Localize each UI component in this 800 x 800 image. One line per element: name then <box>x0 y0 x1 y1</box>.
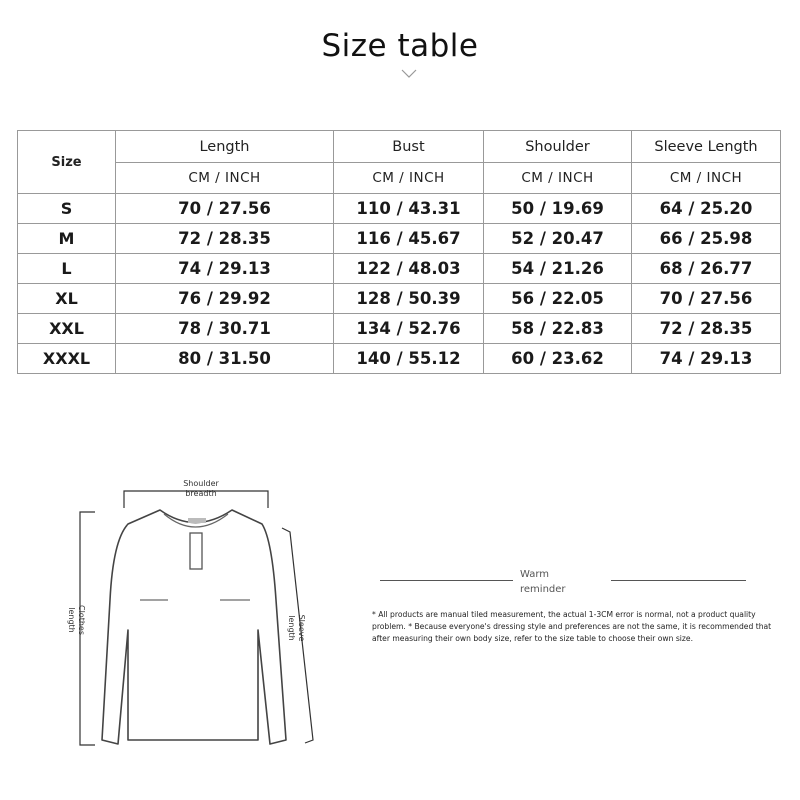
size-cell: M <box>18 224 116 254</box>
label-line: length <box>67 607 76 633</box>
column-header-bust: Bust <box>334 131 484 163</box>
length-cell: 74 / 29.13 <box>116 254 334 284</box>
column-header-shoulder: Shoulder <box>484 131 632 163</box>
table-row <box>18 224 781 254</box>
length-cell: 80 / 31.50 <box>116 344 334 374</box>
bust-cell: 140 / 55.12 <box>334 344 484 374</box>
length-cell: 72 / 28.35 <box>116 224 334 254</box>
length-cell: 70 / 27.56 <box>116 194 334 224</box>
sleeve-length-cell: 70 / 27.56 <box>632 284 781 314</box>
sleeve-length-cell: 66 / 25.98 <box>632 224 781 254</box>
table-row <box>18 314 781 344</box>
table-row <box>18 344 781 374</box>
bust-cell: 134 / 52.76 <box>334 314 484 344</box>
unit-row <box>18 163 781 194</box>
note-line: * All products are manual tiled measurement, the actual 1-3CM error is normal, not a product quality <box>372 610 756 619</box>
size-cell: XL <box>18 284 116 314</box>
sleeve-length-cell: 68 / 26.77 <box>632 254 781 284</box>
unit-label: CM / INCH <box>116 163 334 194</box>
reminder-note <box>372 609 772 645</box>
note-line: problem. * Because everyone's dressing style and preferences are not the same, it is recommended that <box>372 622 772 631</box>
shoulder-cell: 56 / 22.05 <box>484 284 632 314</box>
table-row <box>18 194 781 224</box>
note-line: after measuring their own body size, refer to the size table to choose their own size. <box>372 634 693 643</box>
sleeve-length-label <box>284 603 306 653</box>
bust-cell: 128 / 50.39 <box>334 284 484 314</box>
bust-cell: 122 / 48.03 <box>334 254 484 284</box>
title-line: reminder <box>520 584 566 595</box>
size-cell: XXL <box>18 314 116 344</box>
sleeve-length-cell: 74 / 29.13 <box>632 344 781 374</box>
table-row <box>18 254 781 284</box>
unit-label: CM / INCH <box>632 163 781 194</box>
warm-reminder-title <box>520 567 570 597</box>
size-cell: S <box>18 194 116 224</box>
page-title: Size table <box>321 28 479 64</box>
shoulder-cell: 52 / 20.47 <box>484 224 632 254</box>
bust-cell: 116 / 45.67 <box>334 224 484 254</box>
size-cell: XXXL <box>18 344 116 374</box>
length-cell: 76 / 29.92 <box>116 284 334 314</box>
shoulder-breadth-label <box>176 479 226 499</box>
sleeve-length-cell: 64 / 25.20 <box>632 194 781 224</box>
size-table <box>17 130 781 374</box>
label-line: Shoulder <box>183 479 219 488</box>
label-line: Clothes <box>77 605 86 635</box>
clothes-length-label <box>64 590 86 650</box>
title-line: Warm <box>520 569 550 580</box>
sleeve-length-cell: 72 / 28.35 <box>632 314 781 344</box>
table-row <box>18 284 781 314</box>
divider <box>380 580 513 581</box>
divider <box>611 580 746 581</box>
length-cell: 78 / 30.71 <box>116 314 334 344</box>
label-line: breadth <box>185 489 217 498</box>
shoulder-cell: 54 / 21.26 <box>484 254 632 284</box>
label-line: Sleeve <box>297 614 306 642</box>
size-cell: L <box>18 254 116 284</box>
bust-cell: 110 / 43.31 <box>334 194 484 224</box>
shoulder-cell: 50 / 19.69 <box>484 194 632 224</box>
label-line: length <box>287 615 296 641</box>
chevron-down-icon <box>401 68 417 80</box>
unit-label: CM / INCH <box>334 163 484 194</box>
header-row <box>18 131 781 163</box>
column-header-length: Length <box>116 131 334 163</box>
unit-label: CM / INCH <box>484 163 632 194</box>
shoulder-cell: 60 / 23.62 <box>484 344 632 374</box>
size-header: Size <box>18 131 116 194</box>
shoulder-cell: 58 / 22.83 <box>484 314 632 344</box>
column-header-sleeve-length: Sleeve Length <box>632 131 781 163</box>
